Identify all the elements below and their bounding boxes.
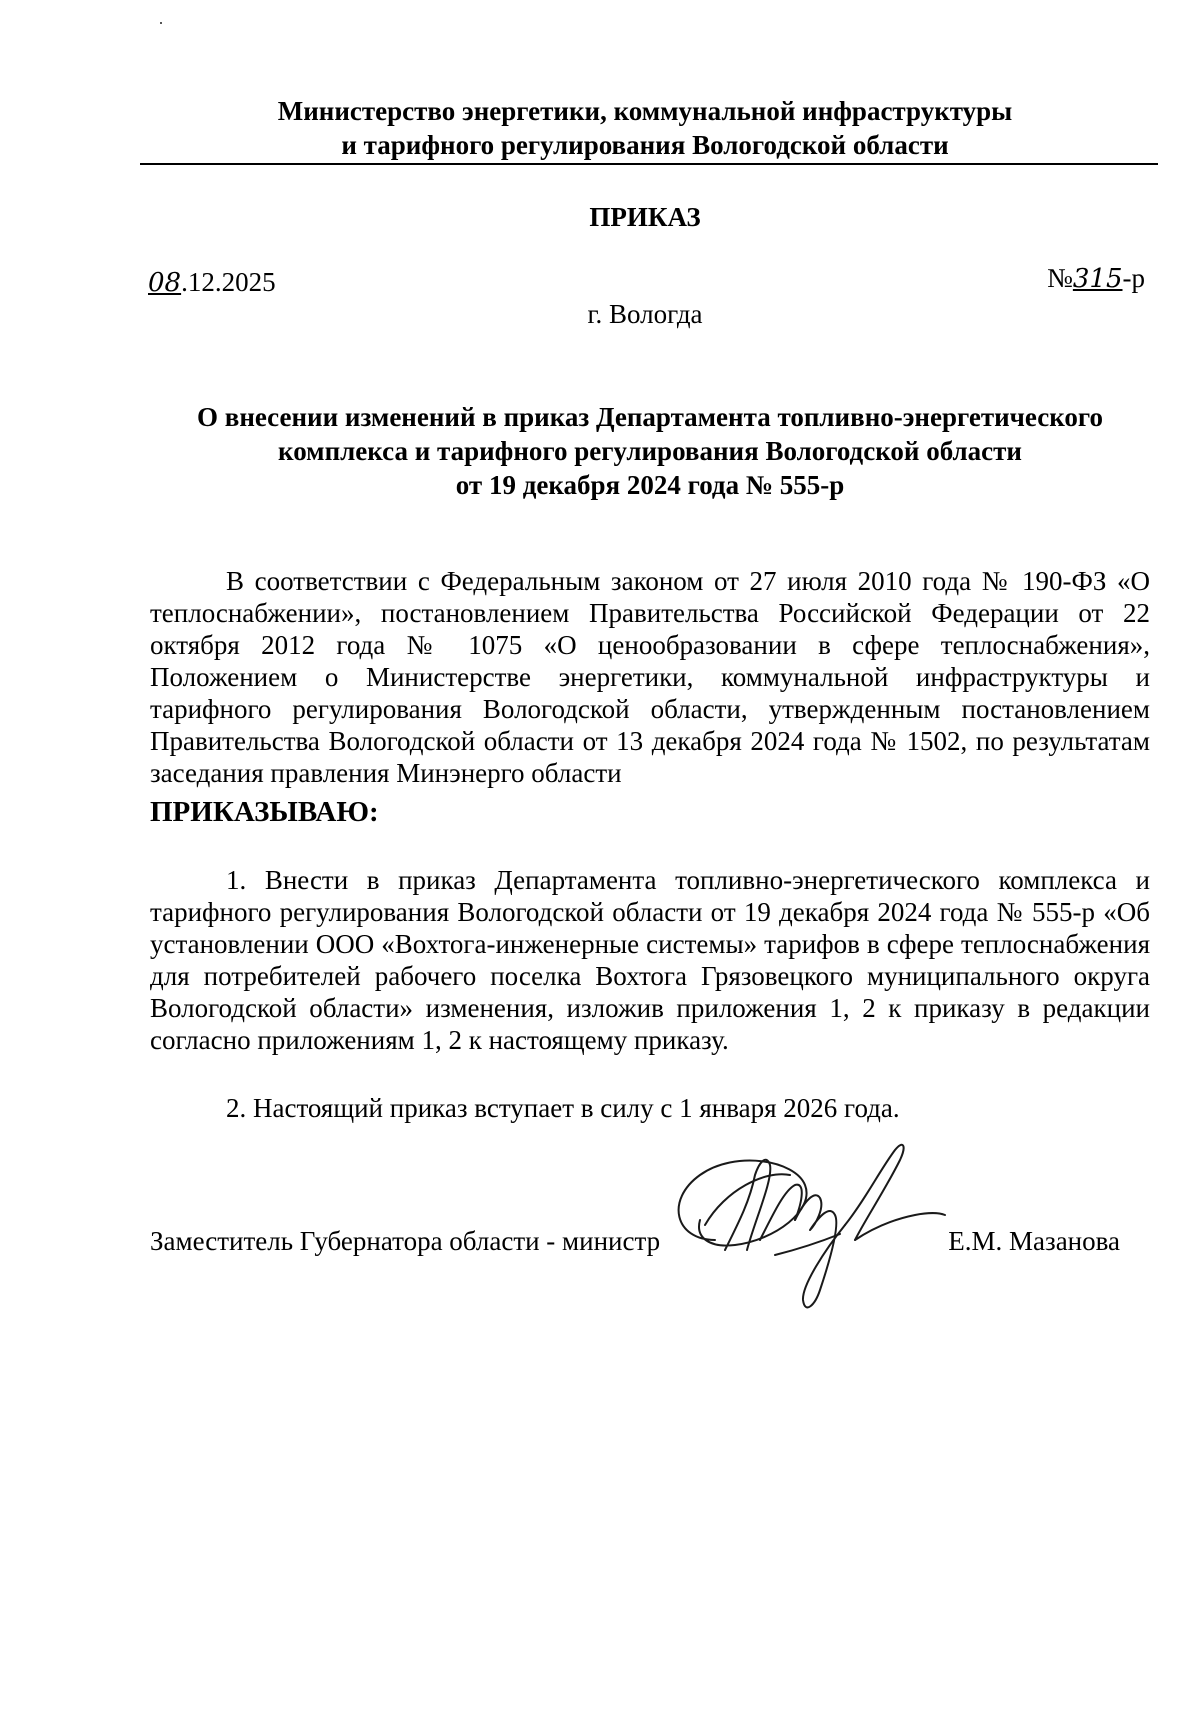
order-city: г. Вологда xyxy=(587,299,703,329)
preamble-paragraph: В соответствии с Федеральным законом от 27 июля 2010 года № 190-ФЗ «О теплоснабжении», постановлением Правительства Российской Федерации от 22 октября 2012 года № 1075 «О ценообразовании в сфере теплоснабжения», Положением о Министерстве энергетики, коммунальной инфраструктуры и тарифного регулирования Вологодской области, утвержденным постановлением Правительства Вологодской области от 13 декабря 2024 года № 1502, по результатам заседания правления Минэнерго области xyxy=(150,566,1150,788)
order-number-value: 315 xyxy=(1072,264,1123,294)
subject-line-2: комплекса и тарифного регулирования Вологодской области xyxy=(278,436,1022,466)
handwritten-signature xyxy=(655,1130,965,1330)
order-date-day: 08 xyxy=(148,268,182,298)
order-number xyxy=(1047,262,1145,295)
ministry-header xyxy=(140,94,1150,162)
order-number-suffix: -р xyxy=(1122,263,1145,293)
ministry-line-1: Министерство энергетики, коммунальной инфраструктуры xyxy=(277,96,1013,126)
order-item-1: 1. Внести в приказ Департамента топливно-энергетического комплекса и тарифного регулирования Вологодской области от 19 декабря 2024 года № 555-р «Об установлении ООО «Вохтога-инженерные системы» тарифов в сфере теплоснабжения для потребителей рабочего поселка Вохтога Грязовецкого муниципального округа Вологодской области» изменения, изложив приложения 1, 2 к приказу в редакции согласно приложениям 1, 2 к настоящему приказу. xyxy=(150,865,1150,1055)
order-number-prefix: № xyxy=(1047,263,1073,293)
order-date-rest: .12.2025 xyxy=(181,267,276,297)
order-date xyxy=(148,266,276,299)
signatory-name: Е.М. Мазанова xyxy=(948,1226,1120,1256)
subject-line-1: О внесении изменений в приказ Департамента топливно-энергетического xyxy=(196,402,1103,432)
document-title: ПРИКАЗ xyxy=(589,202,701,232)
header-divider xyxy=(140,163,1158,165)
scan-speck xyxy=(160,22,162,24)
ministry-line-2: и тарифного регулирования Вологодской области xyxy=(341,130,949,160)
signatory-position: Заместитель Губернатора области - министр xyxy=(150,1226,661,1256)
command-heading: ПРИКАЗЫВАЮ: xyxy=(150,796,379,828)
order-item-2: 2. Настоящий приказ вступает в силу с 1 января 2026 года. xyxy=(226,1093,900,1123)
order-subject xyxy=(150,400,1150,502)
subject-line-3: от 19 декабря 2024 года № 555-р xyxy=(455,470,845,500)
